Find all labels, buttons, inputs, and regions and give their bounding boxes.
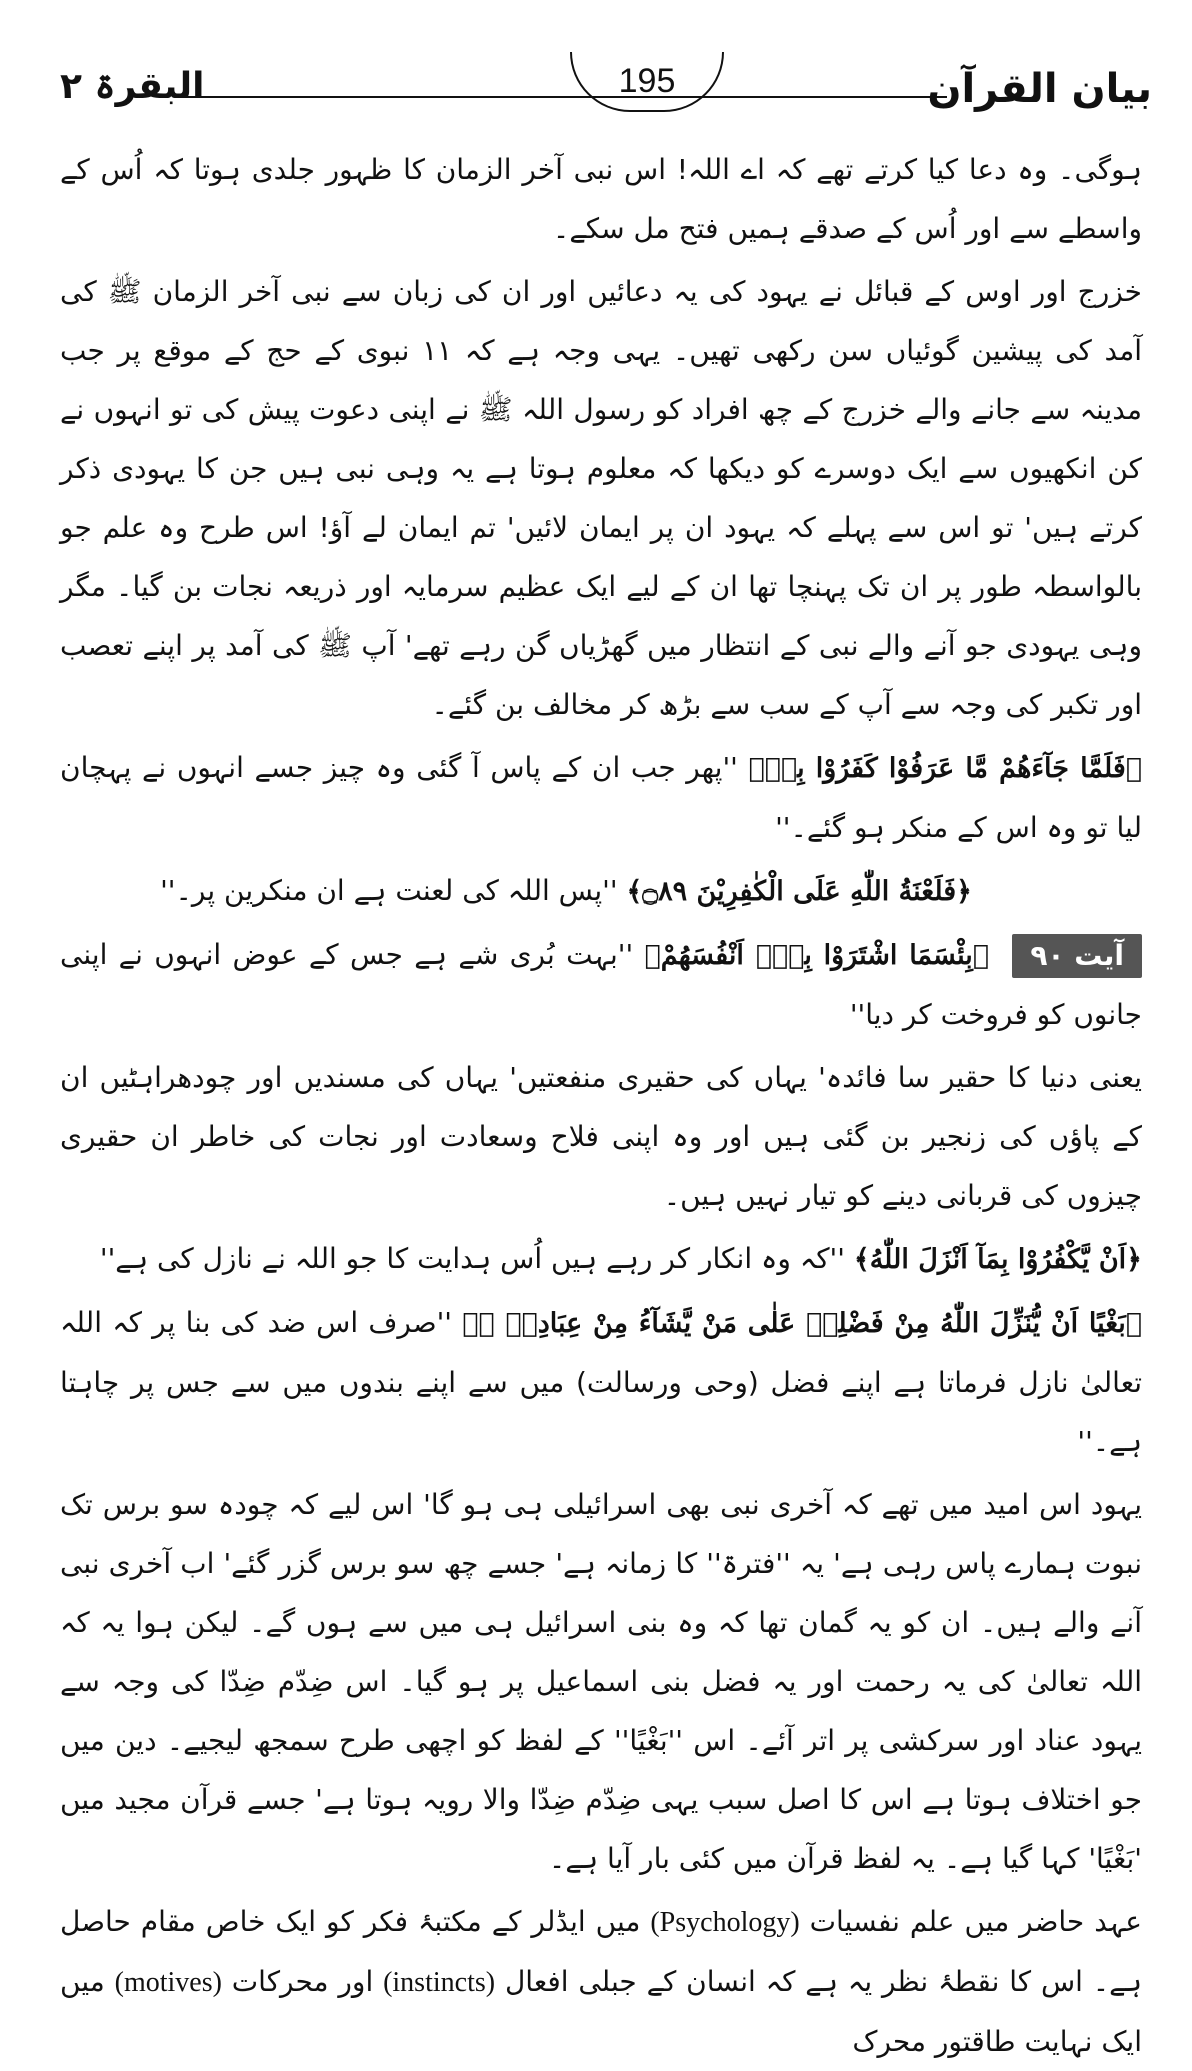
term-instincts: (instincts) <box>383 1967 496 1998</box>
verse-3 <box>60 1229 1142 1289</box>
verse-1 <box>60 738 1142 857</box>
header-rule-right <box>760 96 947 98</box>
paragraph-5-part-1: عہد حاضر میں علم نفسیات <box>809 1905 1143 1938</box>
ayah-number-badge: آیت ۹۰ <box>1012 934 1142 978</box>
term-psychology: (Psychology) <box>650 1907 800 1938</box>
paragraph-5-part-2: میں ایڈلر کے مکتبۂ فکر کو ایک خاص مقام حاصل ہے۔ اس کا نقطۂ نظر یہ ہے کہ انسان کے جبلی افعال <box>60 1905 1142 1998</box>
surah-name: البقرۃ ۲ <box>60 66 205 107</box>
verse-4 <box>60 1293 1142 1471</box>
verse-2-arabic: ﴿فَلَعْنَةُ اللّٰهِ عَلَى الْكٰفِرِيْنَ ۝۸۹﴾ <box>626 876 972 907</box>
paragraph-1: ہوگی۔ وہ دعا کیا کرتے تھے کہ اے اللہ! اس نبی آخر الزمان کا ظہور جلدی ہوتا کہ اُس کے واسطے سے اور اُس کے صدقے ہمیں فتح مل سکے۔ <box>60 153 1142 245</box>
ayah-90-arabic: ﴿بِئْسَمَا اشْتَرَوْا بِهٖٓ اَنْفُسَهُمْ﴾ <box>644 940 989 971</box>
verse-3-arabic: ﴿اَنْ يَّكْفُرُوْا بِمَآ اَنْزَلَ اللّٰهُ﴾ <box>853 1244 1142 1275</box>
verse-3-translation: ''کہ وہ انکار کر رہے ہیں اُس ہدایت کا جو اللہ نے نازل کی ہے'' <box>99 1242 845 1275</box>
page-number-frame <box>570 52 724 112</box>
ayah-90 <box>60 925 1142 1044</box>
verse-2 <box>60 861 1142 921</box>
verse-2-translation: ''پس اللہ کی لعنت ہے ان منکرین پر۔'' <box>160 874 618 907</box>
verse-1-arabic: ﴿فَلَمَّا جَآءَهُمْ مَّا عَرَفُوْا كَفَرُوْا بِهٖ﴾ <box>748 753 1142 784</box>
paragraph-2: خزرج اور اوس کے قبائل نے یہود کی یہ دعائیں اور ان کی زبان سے نبی آخر الزمان ﷺ کی آمد کی پیشین گوئیاں سن رکھی تھیں۔ یہی وجہ ہے کہ ۱۱ نبوی کے حج کے موقع پر جب مدینہ سے جانے والے خزرج کے چھ افراد کو رسول اللہ ﷺ نے اپنی دعوت پیش کی تو انہوں نے کن انکھیوں سے ایک دوسرے کو دیکھا کہ معلوم ہوتا ہے یہ وہی نبی ہیں جن کا یہودی ذکر کرتے ہیں' تو اس سے پہلے کہ یہود ان پر ایمان لائیں' تم ایمان لے آؤ! اس طرح وہ علم جو بالواسطہ طور پر ان تک پہنچا تھا ان کے لیے ایک عظیم سرمایہ اور ذریعہ نجات بن گیا۔ مگر وہی یہودی جو آنے والے نبی کے انتظار میں گھڑیاں گن رہے تھے' آپ ﷺ کی آمد پر اپنے تعصب اور تکبر کی وجہ سے آپ کے سب سے بڑھ کر مخالف بن گئے۔ <box>60 275 1143 721</box>
paragraph-5-part-3: اور محرکات <box>231 1965 374 1998</box>
page-header <box>60 52 1152 122</box>
book-title: بیان القرآن <box>927 66 1152 112</box>
paragraph-5 <box>60 1892 1142 2071</box>
page-body <box>60 140 1142 2071</box>
verse-4-arabic: ﴿بَغْيًا اَنْ يُّنَزِّلَ اللّٰهُ مِنْ فَضْلِهٖ عَلٰى مَنْ يَّشَآءُ مِنْ عِبَادِهٖ ۚ﴾ <box>462 1308 1142 1339</box>
verse-4-translation: ''صرف اس ضد کی بنا پر کہ اللہ تعالیٰ نازل فرماتا ہے اپنے فضل (وحی ورسالت) میں سے اپنے بندوں میں سے جس پر چاہتا ہے۔'' <box>60 1306 1142 1458</box>
page-number: 195 <box>618 62 676 100</box>
paragraph-5-part-4: میں ایک نہایت طاقتور محرک <box>60 1965 1142 2058</box>
term-motives: (motives) <box>114 1967 222 1998</box>
paragraph-4: یہود اس امید میں تھے کہ آخری نبی بھی اسرائیلی ہی ہو گا' اس لیے کہ چودہ سو برس تک نبوت ہمارے پاس رہی ہے' یہ ''فترۃ'' کا زمانہ ہے' جسے چھ سو برس گزر گئے' اب آخری نبی آنے والے ہیں۔ ان کو یہ گمان تھا کہ وہ بنی اسرائیل ہی میں سے ہوں گے۔ لیکن ہوا یہ کہ اللہ تعالیٰ کی یہ رحمت اور یہ فضل بنی اسماعیل پر ہو گیا۔ اس ضِدّم ضِدّا کی وجہ سے یہود عناد اور سرکشی پر اتر آئے۔ اس ''بَغْيًا'' کے لفظ کو اچھی طرح سمجھ لیجیے۔ دین میں جو اختلاف ہوتا ہے اس کا اصل سبب یہی ضِدّم ضِدّا والا رویہ ہوتا ہے' جسے قرآن مجید میں 'بَغْيًا' کہا گیا ہے۔ یہ لفظ قرآن میں کئی بار آیا ہے۔ <box>60 1488 1142 1875</box>
verse-1-translation: ''پھر جب ان کے پاس آ گئی وہ چیز جسے انہوں نے پہچان لیا تو وہ اس کے منکر ہو گئے۔'' <box>60 751 1142 844</box>
paragraph-3: یعنی دنیا کا حقیر سا فائدہ' یہاں کی حقیری منفعتیں' یہاں کی مسندیں اور چودھراہٹیں ان کے پاؤں کی زنجیر بن گئی ہیں اور وہ اپنی فلاح وسعادت اور نجات کی خاطر ان حقیری چیزوں کی قربانی دینے کو تیار نہیں ہیں۔ <box>60 1061 1142 1212</box>
ayah-90-translation: ''بہت بُری شے ہے جس کے عوض انہوں نے اپنی جانوں کو فروخت کر دیا'' <box>60 938 1142 1031</box>
